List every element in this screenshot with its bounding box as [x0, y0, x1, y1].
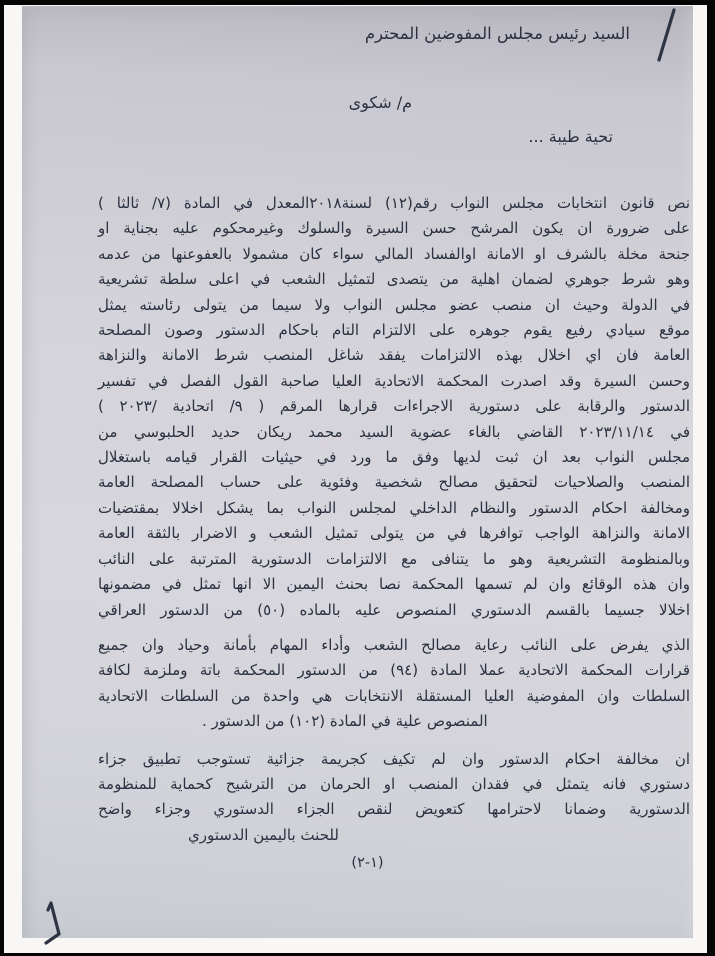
page-number: (١-٢) [351, 855, 384, 871]
text-line: قرارات المحكمة الاتحادية عملا المادة (٩٤) من الدستور المحكمة باتة وملزمة لكافة [98, 661, 690, 680]
letter-body [98, 191, 690, 848]
text-line: اخلالا جسيما بالقسم الدستوري المنصوص عليه بالماده (٥٠) من الدستور العراقي [98, 600, 690, 619]
text-line: وبالمنظومة التشريعية وهو ما يتنافى مع الالتزامات الدستورية المترتبة على النائب [98, 549, 690, 568]
subject-line: م/ شكوى [348, 93, 412, 112]
text-line: موقع سيادي رفيع يقوم جوهره على الالتزام التام باحكام الدستور وصون المصلحة [98, 321, 690, 340]
text-line: في الدولة وحيث ان منصب عضو مجلس النواب ولا سيما من يتولى رئاسته يمثل [98, 295, 690, 314]
text-line: الامانة والنزاهة الواجب توافرها في من يتولى تمثيل الشعب و الاضرار بالثقة العامة [98, 524, 690, 543]
paragraph-2 [98, 633, 690, 735]
text-line: في ٢٠٢٣/١١/١٤ القاضي بالغاء عضوية السيد محمد ريكان حديد الحلبوسي من [98, 422, 690, 441]
handwritten-slash-mark [652, 6, 680, 66]
text-line: ومخالفة احكام الدستور والنظام الداخلي لمجلس النواب بما يشكل اخلالا بمقتضيات [98, 498, 690, 517]
text-line: الذي يفرض على النائب رعاية مصالح الشعب وأداء المهام بأمانة وحياد وان جميع [98, 635, 690, 654]
text-line: دستوري فانه يتمثل في فقدان المنصب او الحرمان من الترشيح كحماية للمنظومة [98, 774, 690, 793]
text-line: وحسن السيرة وقد اصدرت المحكمة الاتحادية العليا صاحبة القول الفصل في تفسير [98, 371, 690, 390]
text-line: نص قانون انتخابات مجلس النواب رقم(١٢) لسنة٢٠١٨المعدل في المادة (٧/ ثالثا ) [98, 194, 691, 212]
text-line: ان مخالفة احكام الدستور وان لم تكيف كجريمة جزائية تستوجب تطبيق جزاء [98, 749, 690, 768]
text-line: الدستورية وضمانا لاحترامها كتعويض لنقص الجزاء الدستوري وجزاء واضح [98, 800, 690, 819]
paragraph-1 [98, 191, 690, 623]
greeting-line: تحية طيبة ... [528, 127, 613, 146]
text-line: للحنث باليمين الدستوري [188, 825, 339, 844]
text-line: على ضرورة ان يكون المرشح حسن السيرة والسلوك وغيرمحكوم عليه بجناية او [98, 219, 690, 238]
text-line: المنصب والصلاحيات لتحقيق مصالح شخصية وفئوية على حساب المصلحة العامة [98, 473, 690, 492]
text-line: وهو شرط جوهري لضمان اهلية من يتصدى لتمثيل الشعب في اعلى سلطة تشريعية [98, 270, 690, 289]
text-line: الدستور والرقابة على دستورية الاجراءات قرارها المرقم ( ٩/ اتحادية /٢٠٢٣ ) [98, 397, 690, 416]
recipient-line: السيد رئيس مجلس المفوضين المحترم [364, 24, 630, 43]
text-line: السلطات وان المفوضية العليا المستقلة الانتخابات هي واحدة من السلطات الاتحادية [98, 686, 690, 705]
text-line: المنصوص علية في المادة (١٠٢) من الدستور . [202, 712, 488, 731]
text-line: العامة فان اي اخلال بهذه الالتزامات يفقد شاغل المنصب شرط الامانة والنزاهة [98, 346, 690, 365]
text-line: وان هذه الوقائع وان لم تسمها المحكمة نصا بحنث اليمين الا انها تمثل في مضمونها [98, 575, 690, 594]
handwritten-one-mark [36, 900, 68, 950]
paragraph-3 [98, 747, 690, 849]
text-line: جنحة مخلة بالشرف او الامانة اوالفساد المالي سواء كان مشمولا بالعفوعنها من عدمه [98, 244, 690, 263]
text-line: مجلس النواب بعد ان ثبت لديها وفق ما ورد في حيثيات القرار قيامه باستغلال [98, 448, 690, 467]
document-page [22, 6, 693, 938]
